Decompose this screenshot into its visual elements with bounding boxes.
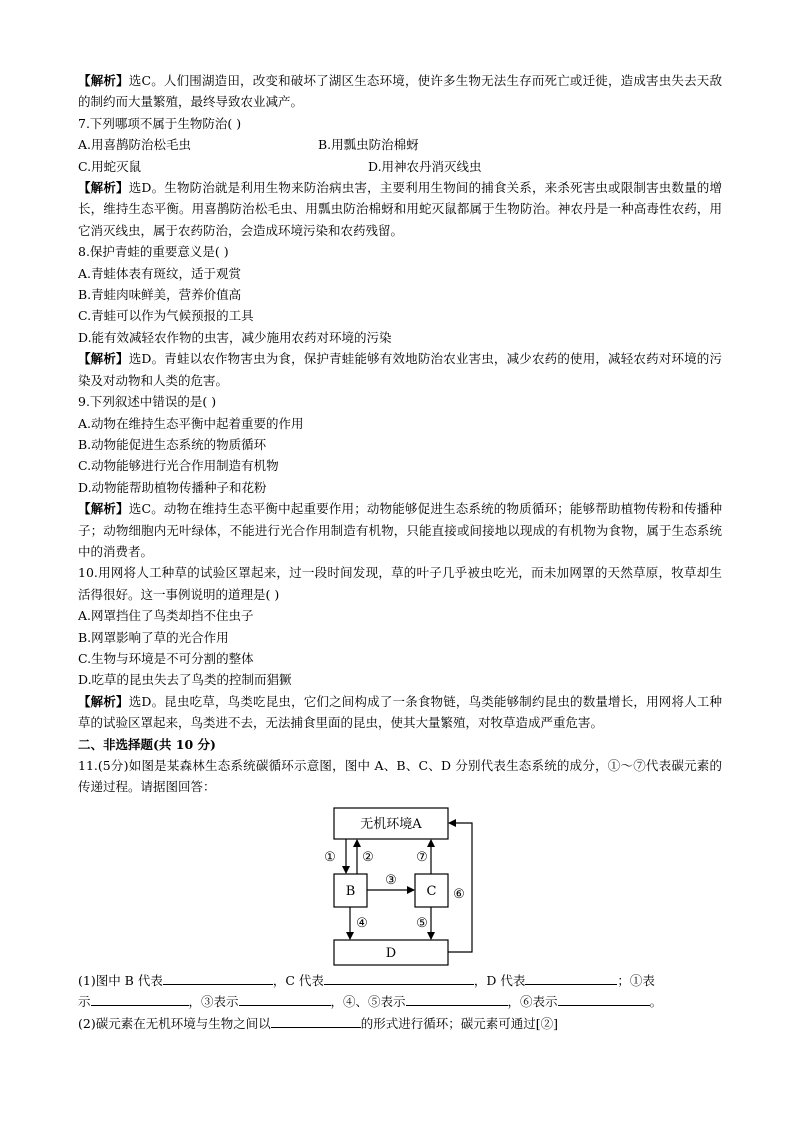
q10-stem: 10.用网将人工种草的试验区罩起来，过一段时间发现，草的叶子几乎被虫吃光，而未加网罩的天然草原，牧草却生活得很好。这一事例说明的道理是( ) (78, 565, 722, 602)
sub1-text-2: ，C 代表 (272, 972, 324, 988)
q10-option-a: A.网罩挡住了鸟类却挡不住虫子 (78, 608, 254, 624)
q10-option-d: D.吃草的昆虫失去了鸟类的控制而猖獗 (78, 672, 292, 688)
sub1-text-4: ；①表 (617, 972, 655, 988)
label-2: ② (362, 849, 374, 865)
sub1-text-6: ，③表示 (188, 994, 239, 1010)
answer-blank-b[interactable] (163, 970, 273, 985)
analysis-text: 选D。昆虫吃草，鸟类吃昆虫，它们之间构成了一条食物链，鸟类能够制约昆虫的数量增长，用网将人工种草的试验区罩起来，鸟类进不去，无法捕食里面的昆虫，使其大量繁殖，对牧草造成严重危害。 (78, 693, 722, 731)
sub1-text-3: ，D 代表 (473, 972, 526, 988)
q8-option-a: A.青蛙体表有斑纹，适于观赏 (78, 265, 242, 281)
answer-blank-d[interactable] (525, 970, 617, 985)
answer-blank-1[interactable] (91, 991, 189, 1006)
analysis-tag: 【解析】 (78, 351, 129, 367)
label-4: ④ (356, 915, 368, 931)
q10-option-c: C.生物与环境是不可分割的整体 (78, 650, 254, 666)
analysis-text: 选C。动物在维持生态平衡中起重要作用；动物能够促进生态系统的物质循环；能够帮助植物传粉和传播种子；动物细胞内无叶绿体，不能进行光合作用制造有机物，只能直接或间接地以现成的有机物为食物，属于生态系统中的消费者。 (78, 501, 722, 559)
label-7: ⑦ (416, 849, 428, 865)
answer-blank-carbon-form[interactable] (271, 1013, 361, 1028)
worksheet-content (78, 70, 722, 1034)
q10-analysis (78, 691, 722, 734)
q8-analysis (78, 348, 722, 391)
q7-options-row-1 (78, 134, 722, 155)
sub1-text-8: ，⑥表示 (507, 994, 558, 1010)
q8-option-b: B.青蛙肉味鲜美，营养价值高 (78, 287, 242, 303)
sub2-text-1: (2)碳元素在无机环境与生物之间以 (78, 1015, 271, 1031)
q6-analysis (78, 70, 722, 113)
box-a-label: 无机环境A (360, 816, 422, 832)
analysis-tag: 【解析】 (78, 180, 129, 196)
q7-option-a: A.用喜鹊防治松毛虫 (78, 137, 192, 153)
q8-option-c: C.青蛙可以作为气候预报的工具 (78, 308, 254, 324)
q11-sub1-line2 (78, 991, 722, 1012)
sub1-text-1: (1)图中 B 代表 (78, 972, 163, 988)
answer-blank-45[interactable] (406, 991, 508, 1006)
label-5: ⑤ (416, 915, 428, 931)
sub1-text-5: 示 (78, 994, 91, 1010)
box-b-label: B (345, 883, 356, 899)
q9-option-c: C.动物能够进行光合作用制造有机物 (78, 458, 279, 474)
q7-options-row-2 (78, 156, 722, 177)
analysis-tag: 【解析】 (78, 73, 129, 88)
q11-stem: 11.(5分)如图是某森林生态系统碳循环示意图，图中 A、B、C、D 分别代表生态系统的成分，①～⑦代表碳元素的传递过程。请据图回答： (78, 758, 722, 795)
label-3: ③ (385, 872, 397, 888)
q9-analysis (78, 498, 722, 562)
analysis-text: 选D。青蛙以农作物害虫为食，保护青蛙能够有效地防治农业害虫，减少农药的使用，减轻农药对环境的污染及对动物和人类的危害。 (78, 351, 722, 388)
q10-option-b: B.网罩影响了草的光合作用 (78, 629, 229, 645)
answer-blank-3[interactable] (239, 991, 331, 1006)
sub2-text-2: 的形式进行循环；碳元素可通过[②] (360, 1015, 558, 1031)
q9-stem: 9.下列叙述中错误的是( ) (78, 394, 217, 410)
answer-blank-c[interactable] (324, 970, 474, 985)
analysis-text: 选D。生物防治就是利用生物来防治病虫害，主要利用生物间的捕食关系，来杀死害虫或限制害虫数量的增长，维持生态平衡。用喜鹊防治松毛虫、用瓢虫防治棉蚜和用蛇灭鼠都属于生物防治。神农丹是一种高毒性农药，用它消灭线虫，属于农药防治，会造成环境污染和农药残留。 (78, 180, 722, 238)
analysis-tag: 【解析】 (78, 501, 129, 517)
q11-sub2-line1 (78, 1013, 722, 1034)
q9-option-d: D.动物能帮助植物传播种子和花粉 (78, 479, 267, 495)
carbon-cycle-diagram (0, 804, 794, 966)
analysis-tag: 【解析】 (78, 693, 129, 709)
q9-option-b: B.动物能促进生态系统的物质循环 (78, 436, 267, 452)
q7-option-d: D.用神农丹消灭线虫 (368, 158, 482, 174)
box-d-label: D (385, 945, 397, 961)
label-6: ⑥ (453, 886, 465, 902)
sub1-text-7: ，④、⑤表示 (330, 994, 406, 1010)
sub1-text-9: 。 (649, 994, 663, 1010)
answer-blank-6[interactable] (558, 991, 650, 1006)
q7-option-c: C.用蛇灭鼠 (78, 158, 142, 174)
q8-stem: 8.保护青蛙的重要意义是( ) (78, 244, 229, 260)
q7-stem: 7.下列哪项不属于生物防治( ) (78, 115, 242, 131)
q7-analysis (78, 177, 722, 241)
analysis-text: 选C。人们围湖造田，改变和破坏了湖区生态环境，使许多生物无法生存而死亡或迁徙，造成害虫失去天敌的制约而大量繁殖，最终导致农业减产。 (78, 73, 722, 110)
box-c-label: C (426, 883, 437, 899)
label-1: ① (324, 849, 336, 865)
q11-sub1-line1 (78, 970, 722, 991)
section-heading: 二、非选择题(共 10 分) (78, 736, 216, 752)
q8-option-d: D.能有效减轻农作物的虫害，减少施用农药对环境的污染 (78, 329, 392, 345)
q9-option-a: A.动物在维持生态平衡中起着重要的作用 (78, 415, 304, 431)
q7-option-b: B.用瓢虫防治棉蚜 (318, 137, 419, 153)
carbon-cycle-svg (0, 804, 794, 966)
